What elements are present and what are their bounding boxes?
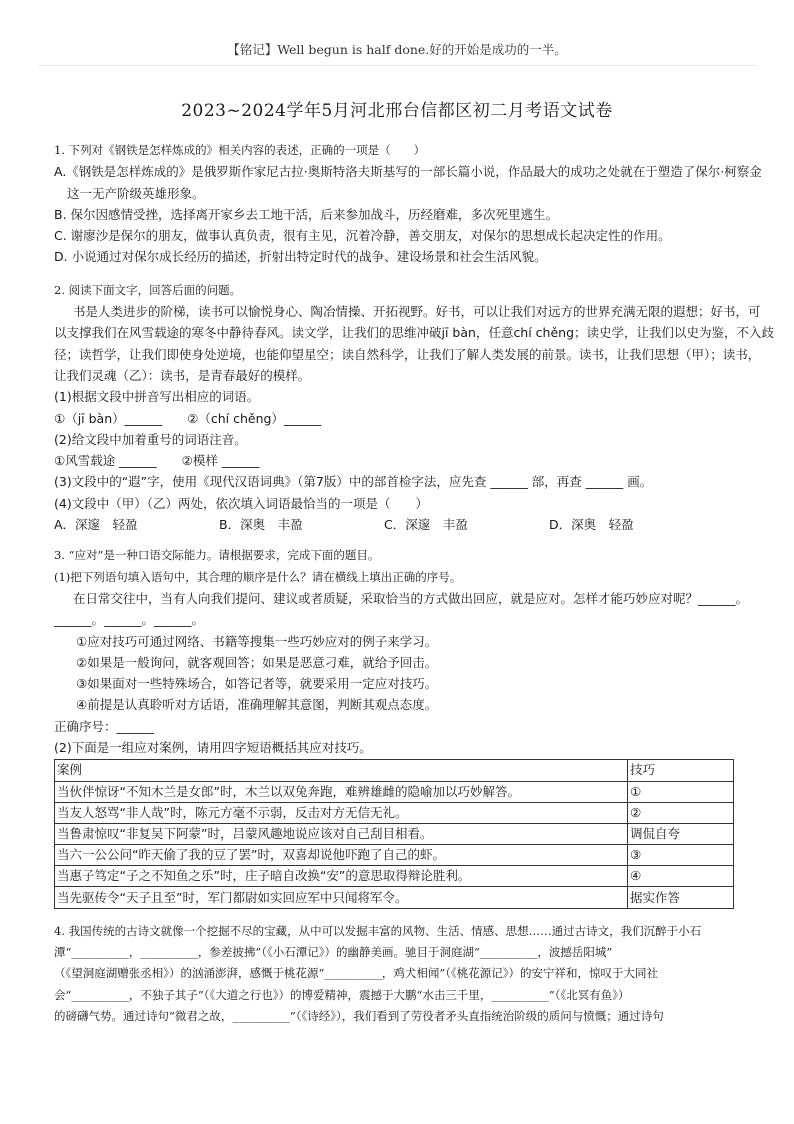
- question-2: [54, 280, 775, 536]
- skill-cell: 据实作答: [628, 887, 734, 908]
- q1-option-c: C. 谢廖沙是保尔的朋友，做事认真负责，很有主见，沉着冷静，善交朋友，对保尔的思想成长起决定性的作用。: [54, 228, 671, 244]
- case-cell: 当先驱传令“天子且至”时，军门都尉如实回应军中只闻将军令。: [55, 887, 628, 908]
- skill-cell: 调侃自夸: [628, 823, 734, 844]
- skill-cell: ①: [628, 781, 734, 802]
- q1-stem: 1. 下列对《钢铁是怎样炼成的》相关内容的表述，正确的一项是（ ）: [54, 143, 426, 157]
- table-row: [55, 845, 734, 866]
- question-3: [54, 545, 749, 908]
- table-row: [55, 781, 734, 802]
- cases-table: [54, 759, 734, 908]
- spacer: [54, 268, 740, 280]
- q2-sub2-blanks: ①风雪载途 ______ ②模样 ______: [54, 453, 260, 469]
- q3-sub1: (1)把下列语句填入语句中，其合理的顺序是什么？请在横线上填出正确的序号。: [54, 569, 462, 584]
- header-divider: [38, 65, 756, 66]
- q1-option-d: D. 小说通过对保尔成长经历的描述，折射出特定时代的战争、建设场景和社会生活风貌。: [54, 249, 547, 265]
- skill-cell: ④: [628, 866, 734, 887]
- q3-item: ④前提是认真聆听对方话语，准确理解其意图，判断其观点态度。: [76, 697, 438, 713]
- option-c: C．深邃 丰盈: [384, 517, 468, 533]
- column-header: 案例: [55, 760, 628, 781]
- q2-passage-line: 以支撑我们在风雪载途的寒冬中静待春风。读文学，让我们的思维冲破jī bàn，任意chí chěng；读史学，让我们以史为鉴，不入歧: [54, 325, 775, 341]
- q4-line: 的磅礴气势。通过诗句“微君之故，__________”（《诗经》），我们看到了劳役者矛头直指统治阶级的质问与愤慨；通过诗句: [54, 1008, 664, 1023]
- q2-sub4-options: [54, 514, 740, 535]
- q2-sub2: (2)给文段中加着重号的词语注音。: [54, 431, 247, 447]
- q3-stem: 3. “应对”是一种口语交际能力。请根据要求，完成下面的题目。: [54, 548, 380, 563]
- case-cell: 当伙伴惊讶“不知木兰是女郎”时，木兰以双兔奔跑，难辨雄雌的隐喻加以巧妙解答。: [55, 781, 628, 802]
- case-cell: 当六一公公问“昨天偷了我的豆了罢”时，双喜却说他吓跑了自己的虾。: [55, 845, 628, 866]
- q2-passage-line: 让我们灵魂（乙）：读书，是青春最好的模样。: [54, 367, 311, 383]
- q2-passage-line: 径；读哲学，让我们即使身处逆境，也能仰望星空；读自然科学，让我们了解人类发展的前景。读书，让我们思想（甲）；读书，: [54, 346, 761, 362]
- q3-answer-line: 正确序号：______: [54, 718, 155, 734]
- q4-line: 会“__________，不独子其子”（《大道之行也》）的博爱精神，震撼于大鹏“水击三千里，__________”（《北冥有鱼》）: [54, 987, 630, 1002]
- q1-option-b: B. 保尔因感情受挫，选择离开家乡去工地干活，后来参加战斗，历经磨难，多次死里逃生。: [54, 206, 559, 222]
- q2-sub1: (1)根据文段中拼音写出相应的词语。: [54, 389, 260, 405]
- q2-sub3: (3)文段中的“遐”字，使用《现代汉语词典》（第7版）中的部首检字法，应先查 ______ 部，再查 ______ 画。: [54, 474, 653, 490]
- table-row: [55, 823, 734, 844]
- page-title: 2023~2024学年5月河北邢台信都区初二月考语文试卷: [181, 101, 613, 121]
- q1-option-a: A.《钢铁是怎样炼成的》是俄罗斯作家尼古拉·奥斯特洛夫斯基写的一部长篇小说，作品最大的成功之处就在于塑造了保尔·柯察金: [54, 164, 762, 180]
- table-row: [55, 802, 734, 823]
- q3-item: ①应对技巧可通过网络、书籍等搜集一些巧妙应对的例子来学习。: [76, 633, 438, 649]
- skill-cell: ③: [628, 845, 734, 866]
- case-cell: 当惠子笃定“子之不知鱼之乐”时，庄子暗自改换“安”的意思取得辩论胜利。: [55, 866, 628, 887]
- case-cell: 当鲁肃惊叹“非复吴下阿蒙”时，吕蒙风趣地说应该对自己刮目相看。: [55, 823, 628, 844]
- q3-item: ③如果面对一些特殊场合，如答记者等，就要采用一定应对技巧。: [76, 676, 438, 692]
- case-cell: 当友人怒骂“非人哉”时，陈元方毫不示弱，反击对方无信无礼。: [55, 802, 628, 823]
- column-header: 技巧: [628, 760, 734, 781]
- q1-option-a-cont: 这一无产阶级英雄形象。: [67, 185, 205, 201]
- q2-passage-line: 书是人类进步的阶梯，读书可以愉悦身心、陶冶情操、开拓视野。好书，可以让我们对远方的世界充满无限的遐想；好书，可: [73, 304, 761, 320]
- q3-sub2: (2)下面是一组应对案例，请用四字短语概括其应对技巧。: [54, 740, 372, 756]
- question-4: [54, 921, 740, 1027]
- table-row: [55, 866, 734, 887]
- q3-passage-line: 在日常交往中，当有人向我们提问、建议或者质疑，采取恰当的方式做出回应，就是应对。怎样才能巧妙应对呢？______。: [73, 590, 749, 606]
- option-b: B．深奥 丰盈: [219, 517, 303, 533]
- table-row: [55, 887, 734, 908]
- spacer: [54, 535, 740, 545]
- q3-item: ②如果是一般询问，就客观回答；如果是恶意刁难，就给予回击。: [76, 654, 438, 670]
- q2-stem: 2. 阅读下面文字，回答后面的问题。: [54, 282, 242, 297]
- skill-cell: ②: [628, 802, 734, 823]
- option-a: A．深邃 轻盈: [54, 517, 138, 533]
- spacer: [54, 909, 740, 921]
- motto-header: 【铭记】Well begun is half done.好的开始是成功的一半。: [227, 42, 567, 57]
- question-1: [54, 140, 762, 268]
- option-d: D．深奥 轻盈: [549, 517, 634, 533]
- q3-blanks-line: ______。______。______。: [54, 612, 205, 628]
- q4-line: 潭“__________，__________，参差披拂”（《小石潭记》）的幽静美画。驰目于洞庭湖“__________，波撼岳阳城”: [54, 944, 613, 959]
- q2-sub1-blanks: ①（jī bàn）______ ②（chí chěng）______: [54, 410, 322, 426]
- q4-line: （《望洞庭湖赠张丞相》）的汹涌澎湃，感慨于桃花源“__________，鸡犬相闻”（《桃花源记》）的安宁祥和，惊叹于大同社: [54, 966, 659, 981]
- q4-line: 4. 我国传统的古诗文就像一个挖掘不尽的宝藏，从中可以发掘丰富的风物、生活、情感、思想……通过古诗文，我们沉醉于小石: [54, 923, 702, 938]
- exam-body: [54, 140, 775, 1027]
- q2-sub4: (4)文段中（甲）（乙）两处，依次填入词语最恰当的一项是（ ）: [54, 495, 428, 511]
- table-header-row: [55, 760, 734, 781]
